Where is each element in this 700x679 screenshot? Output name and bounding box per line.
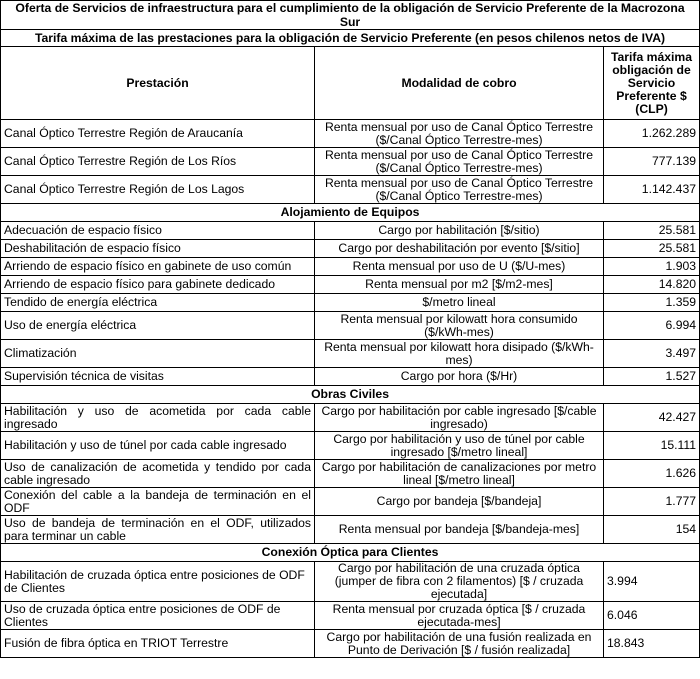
modalidad-cell: Cargo por hora ($/Hr) xyxy=(315,368,604,386)
table-row xyxy=(1,120,700,148)
prestacion-cell: Conexión del cable a la bandeja de terminación en el ODF xyxy=(1,488,315,516)
modalidad-cell: Renta mensual por kilowatt hora consumido ($/kWh-mes) xyxy=(315,312,604,340)
prestacion-cell: Uso de cruzada óptica entre posiciones de ODF de Clientes xyxy=(1,602,315,630)
tarifa-cell: 6.046 xyxy=(604,602,700,630)
modalidad-cell: Cargo por habilitación de una fusión realizada en Punto de Derivación [$ / fusión realizada] xyxy=(315,630,604,658)
modalidad-cell: Renta mensual por cruzada óptica [$ / cruzada ejecutada-mes] xyxy=(315,602,604,630)
prestacion-cell: Habilitación y uso de túnel por cada cable ingresado xyxy=(1,432,315,460)
tarifa-cell: 1.903 xyxy=(604,258,700,276)
prestacion-cell: Fusión de fibra óptica en TRIOT Terrestre xyxy=(1,630,315,658)
modalidad-cell: Cargo por habilitación y uso de túnel por cable ingresado [$/metro lineal] xyxy=(315,432,604,460)
modalidad-cell: Renta mensual por bandeja [$/bandeja-mes] xyxy=(315,516,604,544)
table-row xyxy=(1,404,700,432)
tarifa-cell: 154 xyxy=(604,516,700,544)
prestacion-cell: Supervisión técnica de visitas xyxy=(1,368,315,386)
table-row xyxy=(1,630,700,658)
table-row xyxy=(1,562,700,602)
table-row xyxy=(1,488,700,516)
table-row xyxy=(1,602,700,630)
section-alojamiento: Alojamiento de Equipos xyxy=(1,204,700,222)
table-row xyxy=(1,148,700,176)
header-prestacion: Prestación xyxy=(1,47,315,120)
table-row xyxy=(1,276,700,294)
tarifa-cell: 6.994 xyxy=(604,312,700,340)
table-row xyxy=(1,432,700,460)
tarifa-cell: 15.111 xyxy=(604,432,700,460)
prestacion-cell: Canal Óptico Terrestre Región de Los Lagos xyxy=(1,176,315,204)
prestacion-cell: Canal Óptico Terrestre Región de Los Ríos xyxy=(1,148,315,176)
table-row xyxy=(1,294,700,312)
tarifa-cell: 1.777 xyxy=(604,488,700,516)
tarifa-cell: 14.820 xyxy=(604,276,700,294)
prestacion-cell: Habilitación y uso de acometida por cada cable ingresado xyxy=(1,404,315,432)
table-row xyxy=(1,222,700,240)
modalidad-cell: Cargo por habilitación por cable ingresado [$/cable ingresado) xyxy=(315,404,604,432)
modalidad-cell: Cargo por habilitación [$/sitio) xyxy=(315,222,604,240)
tarifa-cell: 25.581 xyxy=(604,222,700,240)
section-conexion-optica: Conexión Óptica para Clientes xyxy=(1,544,700,562)
modalidad-cell: Renta mensual por m2 [$/m2-mes] xyxy=(315,276,604,294)
table-title: Oferta de Servicios de infraestructura para el cumplimiento de la obligación de Servicio Preferente de la Macrozona Sur xyxy=(1,1,700,30)
prestacion-cell: Arriendo de espacio físico en gabinete de uso común xyxy=(1,258,315,276)
tarifa-cell: 25.581 xyxy=(604,240,700,258)
tarifa-cell: 42.427 xyxy=(604,404,700,432)
prestacion-cell: Uso de canalización de acometida y tendido por cada cable ingresado xyxy=(1,460,315,488)
modalidad-cell: Cargo por habilitación de canalizaciones por metro lineal [$/metro lineal] xyxy=(315,460,604,488)
modalidad-cell: Renta mensual por uso de Canal Óptico Terrestre ($/Canal Óptico Terrestre-mes) xyxy=(315,148,604,176)
table-row xyxy=(1,460,700,488)
prestacion-cell: Climatización xyxy=(1,340,315,368)
modalidad-cell: Renta mensual por uso de Canal Óptico Terrestre ($/Canal Óptico Terrestre-mes) xyxy=(315,120,604,148)
tarifa-cell: 18.843 xyxy=(604,630,700,658)
header-modalidad: Modalidad de cobro xyxy=(315,47,604,120)
tarifa-cell: 3.497 xyxy=(604,340,700,368)
table-row xyxy=(1,340,700,368)
modalidad-cell: Cargo por habilitación de una cruzada óptica (jumper de fibra con 2 filamentos) [$ / cruzada ejecutada] xyxy=(315,562,604,602)
modalidad-cell: Renta mensual por uso de U ($/U-mes) xyxy=(315,258,604,276)
table-subtitle: Tarifa máxima de las prestaciones para la obligación de Servicio Preferente (en pesos chilenos netos de IVA) xyxy=(1,30,700,47)
header-tarifa: Tarifa máxima obligación de Servicio Preferente $ (CLP) xyxy=(604,47,700,120)
tarifa-cell: 777.139 xyxy=(604,148,700,176)
table-row xyxy=(1,312,700,340)
section-obras-civiles: Obras Civiles xyxy=(1,386,700,404)
modalidad-cell: Cargo por deshabilitación por evento [$/sitio] xyxy=(315,240,604,258)
tarifa-cell: 1.262.289 xyxy=(604,120,700,148)
prestacion-cell: Arriendo de espacio físico para gabinete dedicado xyxy=(1,276,315,294)
modalidad-cell: $/metro lineal xyxy=(315,294,604,312)
table-row xyxy=(1,258,700,276)
prestacion-cell: Habilitación de cruzada óptica entre posiciones de ODF de Clientes xyxy=(1,562,315,602)
table-row xyxy=(1,176,700,204)
prestacion-cell: Uso de energía eléctrica xyxy=(1,312,315,340)
prestacion-cell: Uso de bandeja de terminación en el ODF, utilizados para terminar un cable xyxy=(1,516,315,544)
modalidad-cell: Renta mensual por uso de Canal Óptico Terrestre ($/Canal Óptico Terrestre-mes) xyxy=(315,176,604,204)
table-row xyxy=(1,368,700,386)
prestacion-cell: Canal Óptico Terrestre Región de Araucanía xyxy=(1,120,315,148)
tarifa-cell: 1.626 xyxy=(604,460,700,488)
tarifa-cell: 1.359 xyxy=(604,294,700,312)
tarifa-cell: 3.994 xyxy=(604,562,700,602)
table-row xyxy=(1,240,700,258)
modalidad-cell: Renta mensual por kilowatt hora disipado ($/kWh-mes) xyxy=(315,340,604,368)
prestacion-cell: Deshabilitación de espacio físico xyxy=(1,240,315,258)
table-row xyxy=(1,516,700,544)
tarifa-cell: 1.142.437 xyxy=(604,176,700,204)
tarifa-cell: 1.527 xyxy=(604,368,700,386)
prestacion-cell: Tendido de energía eléctrica xyxy=(1,294,315,312)
prestacion-cell: Adecuación de espacio físico xyxy=(1,222,315,240)
modalidad-cell: Cargo por bandeja [$/bandeja] xyxy=(315,488,604,516)
